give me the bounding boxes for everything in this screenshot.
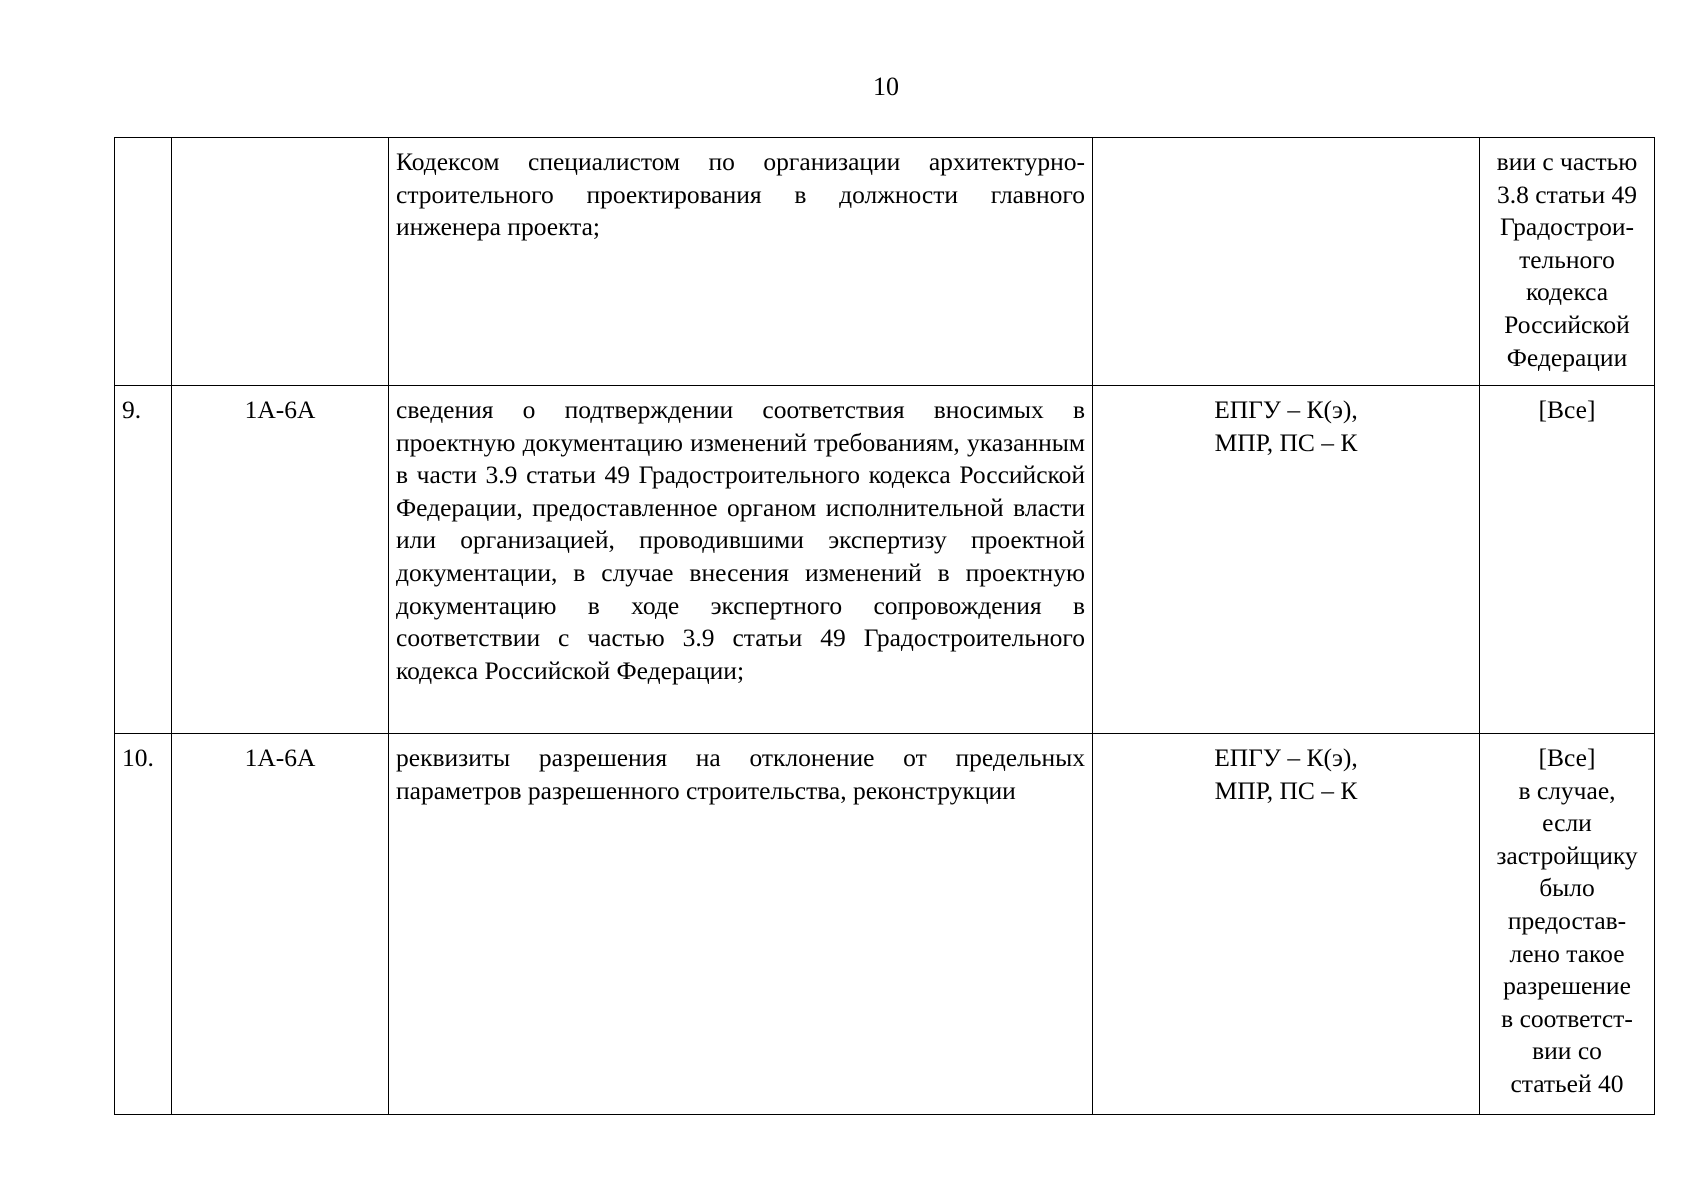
row-number-cell <box>115 138 172 386</box>
note-line: разрешение <box>1503 971 1631 1001</box>
note-line: кодекса <box>1525 277 1609 307</box>
note-line: тельного <box>1519 244 1615 274</box>
note-line: Градострои- <box>1500 212 1634 242</box>
note-line: лено такое <box>1509 938 1625 968</box>
note-line: Российской <box>1504 309 1630 339</box>
form-code-cell: 1А-6А <box>172 386 389 734</box>
note-cell <box>1480 734 1655 1115</box>
table-row <box>115 386 1655 734</box>
note-cell <box>1480 386 1655 734</box>
source-cell <box>1093 386 1480 734</box>
note-line: застройщику <box>1496 840 1638 870</box>
source-line: ЕПГУ – К(э), <box>1214 395 1358 424</box>
note-line: было <box>1539 873 1595 903</box>
source-cell <box>1093 734 1480 1115</box>
table-row <box>115 734 1655 1115</box>
form-code-cell: 1А-6А <box>172 734 389 1115</box>
source-line: МПР, ПС – К <box>1214 427 1358 457</box>
note-cell <box>1480 138 1655 386</box>
note-line: Федерации <box>1506 342 1628 372</box>
note-line: предостав- <box>1507 905 1627 935</box>
note-line: статьей 40 <box>1510 1068 1624 1098</box>
note-line: вии со <box>1532 1036 1602 1066</box>
page-number: 10 <box>873 72 899 101</box>
note-line: в случае, <box>1518 775 1616 805</box>
source-cell <box>1093 138 1480 386</box>
note-line: в соответст- <box>1501 1003 1633 1033</box>
note-line: [Все] <box>1538 743 1596 772</box>
source-line: ЕПГУ – К(э), <box>1214 743 1358 772</box>
source-line: МПР, ПС – К <box>1214 775 1358 805</box>
description-cell: сведения о подтверждении соответствия вносимых в проектную документацию изменений требованиям, указанным в части 3.9 статьи 49 Градостроительного кодекса Российской Федерации, предоставленное органом исполнительной власти или организацией, проводившими экспертизу проектной документации, в случае внесения изменений в проектную документацию в ходе экспертного сопровождения в соответствии с частью 3.9 статьи 49 Градостроительного кодекса Российской Федерации; <box>389 386 1093 734</box>
document-table <box>114 137 1655 1115</box>
description-cell: Кодексом специалистом по организации архитектурно-строительного проектирования в должности главного инженера проекта; <box>389 138 1093 386</box>
row-number-cell: 10. <box>115 734 172 1115</box>
table-row <box>115 138 1655 386</box>
row-number-cell: 9. <box>115 386 172 734</box>
note-line: вии с частью <box>1496 147 1638 176</box>
description-cell: реквизиты разрешения на отклонение от предельных параметров разрешенного строительства, реконструкции <box>389 734 1093 1115</box>
note-line: [Все] <box>1538 395 1596 424</box>
note-line: 3.8 статьи 49 <box>1497 179 1637 209</box>
form-code-cell <box>172 138 389 386</box>
note-line: если <box>1542 808 1592 838</box>
